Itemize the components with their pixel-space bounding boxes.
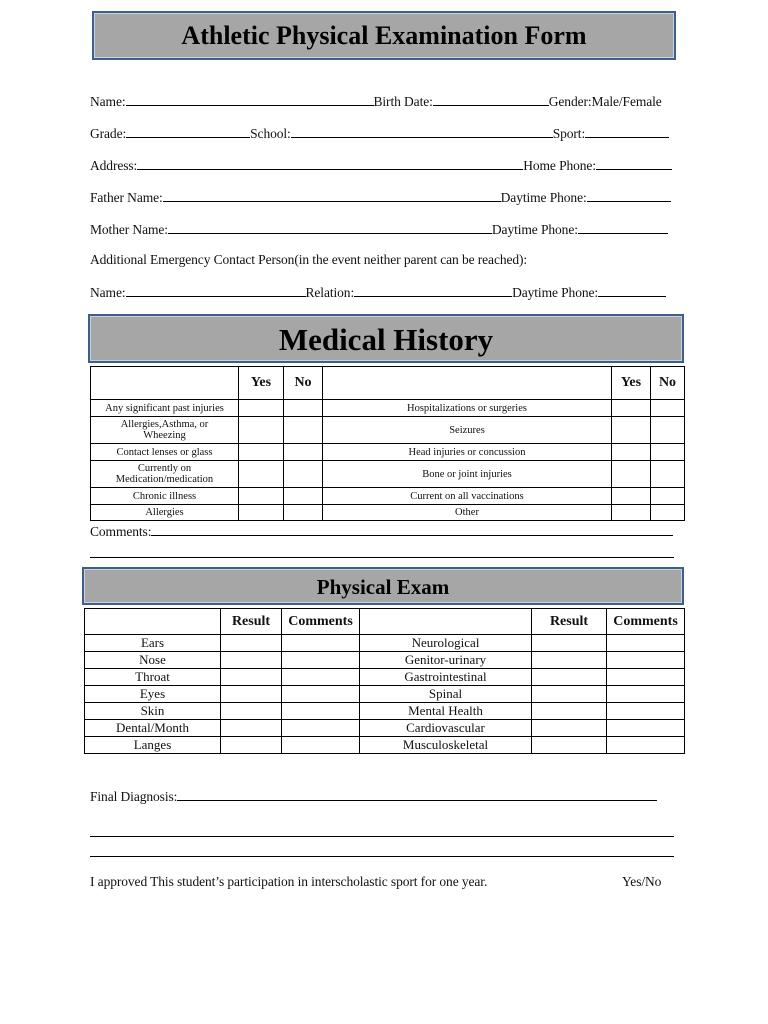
- comments-cell[interactable]: [607, 703, 685, 720]
- medical-yes-header: Yes: [612, 367, 651, 400]
- result-cell[interactable]: [221, 703, 282, 720]
- medical-no-header: No: [651, 367, 685, 400]
- yes-checkbox[interactable]: [612, 461, 651, 488]
- exam-item-label: Mental Health: [360, 703, 532, 720]
- yes-checkbox[interactable]: [239, 505, 284, 521]
- diagnosis-continuation-line[interactable]: [90, 836, 674, 837]
- exam-item-label: Cardiovascular: [360, 720, 532, 737]
- condition-label: Chronic illness: [91, 488, 239, 505]
- medical-no-header: No: [284, 367, 323, 400]
- exam-blank-header: [360, 609, 532, 635]
- emergency-contact-line: [90, 284, 666, 301]
- result-cell[interactable]: [221, 686, 282, 703]
- result-cell[interactable]: [221, 737, 282, 754]
- exam-item-label: Eyes: [85, 686, 221, 703]
- physical-exam-header: [82, 567, 684, 605]
- yes-checkbox[interactable]: [612, 444, 651, 461]
- table-row: [85, 652, 685, 669]
- medical-yes-header: Yes: [239, 367, 284, 400]
- result-cell[interactable]: [532, 635, 607, 652]
- grade-field[interactable]: [126, 125, 250, 138]
- no-checkbox[interactable]: [651, 488, 685, 505]
- name-field[interactable]: [126, 93, 374, 106]
- school-label: School:: [250, 126, 291, 141]
- diagnosis-continuation-line[interactable]: [90, 856, 674, 857]
- condition-label: Current on all vaccinations: [323, 488, 612, 505]
- exam-item-label: Nose: [85, 652, 221, 669]
- no-checkbox[interactable]: [284, 505, 323, 521]
- table-row: [85, 737, 685, 754]
- comments-cell[interactable]: [282, 635, 360, 652]
- no-checkbox[interactable]: [651, 461, 685, 488]
- exam-blank-header: [85, 609, 221, 635]
- exam-item-label: Spinal: [360, 686, 532, 703]
- sport-field[interactable]: [585, 125, 669, 138]
- sport-label: Sport:: [552, 126, 586, 141]
- comments-cell[interactable]: [607, 635, 685, 652]
- comments-cell[interactable]: [607, 686, 685, 703]
- yes-checkbox[interactable]: [239, 488, 284, 505]
- name-line: [90, 93, 662, 110]
- condition-label: Bone or joint injuries: [323, 461, 612, 488]
- final-diagnosis-label: Final Diagnosis:: [90, 789, 178, 804]
- no-checkbox[interactable]: [284, 488, 323, 505]
- father-name-label: Father Name:: [90, 190, 163, 205]
- mother-line: [90, 221, 668, 238]
- result-cell[interactable]: [221, 669, 282, 686]
- comments-cell[interactable]: [282, 669, 360, 686]
- comments-cell[interactable]: [282, 652, 360, 669]
- no-checkbox[interactable]: [651, 417, 685, 444]
- comments-cell[interactable]: [282, 720, 360, 737]
- birth-date-field[interactable]: [433, 93, 549, 106]
- address-label: Address:: [90, 158, 138, 173]
- table-row: [85, 635, 685, 652]
- no-checkbox[interactable]: [284, 417, 323, 444]
- yes-checkbox[interactable]: [612, 488, 651, 505]
- medical-history-header: [88, 314, 684, 363]
- approval-statement: I approved This student’s participation in interscholastic sport for one year.: [90, 874, 488, 889]
- result-cell[interactable]: [221, 635, 282, 652]
- exam-item-label: Neurological: [360, 635, 532, 652]
- table-row: [85, 703, 685, 720]
- condition-label: Head injuries or concussion: [323, 444, 612, 461]
- medical-blank-header: [91, 367, 239, 400]
- physical-exam-title: Physical Exam: [316, 575, 450, 599]
- comments-label: Comments:: [90, 524, 152, 539]
- yes-checkbox[interactable]: [239, 461, 284, 488]
- form-title: [92, 11, 676, 60]
- comments-line: [90, 523, 673, 540]
- father-daytime-phone-label: Daytime Phone:: [500, 190, 587, 205]
- result-cell[interactable]: [532, 669, 607, 686]
- condition-label: Allergies: [91, 505, 239, 521]
- medical-history-table: [90, 366, 685, 521]
- emergency-daytime-phone-field[interactable]: [598, 284, 666, 297]
- name-label: Name:: [90, 94, 126, 109]
- table-row: [85, 720, 685, 737]
- condition-label: Allergies,Asthma, or Wheezing: [91, 417, 239, 444]
- yes-checkbox[interactable]: [239, 444, 284, 461]
- exam-result-header: Result: [532, 609, 607, 635]
- yes-checkbox[interactable]: [239, 400, 284, 417]
- result-cell[interactable]: [532, 652, 607, 669]
- table-row: [85, 669, 685, 686]
- exam-item-label: Langes: [85, 737, 221, 754]
- table-row: [91, 444, 685, 461]
- relation-field[interactable]: [354, 284, 512, 297]
- emergency-daytime-phone-label: Daytime Phone:: [512, 285, 599, 300]
- yes-no-choice[interactable]: Yes/No: [622, 874, 662, 889]
- address-field[interactable]: [137, 157, 523, 170]
- table-row: [91, 505, 685, 521]
- relation-label: Relation:: [305, 285, 355, 300]
- emergency-name-label: Name:: [90, 285, 126, 300]
- condition-label: Other: [323, 505, 612, 521]
- grade-label: Grade:: [90, 126, 127, 141]
- exam-item-label: Ears: [85, 635, 221, 652]
- exam-item-label: Skin: [85, 703, 221, 720]
- address-line: [90, 157, 672, 174]
- result-cell[interactable]: [532, 686, 607, 703]
- condition-label: Hospitalizations or surgeries: [323, 400, 612, 417]
- yes-checkbox[interactable]: [239, 417, 284, 444]
- table-row: [91, 400, 685, 417]
- result-cell[interactable]: [532, 703, 607, 720]
- yes-checkbox[interactable]: [612, 505, 651, 521]
- comments-cell[interactable]: [282, 737, 360, 754]
- condition-label: Any significant past injuries: [91, 400, 239, 417]
- no-checkbox[interactable]: [284, 444, 323, 461]
- condition-label: Seizures: [323, 417, 612, 444]
- final-diagnosis-line: [90, 788, 657, 805]
- condition-label: Currently on Medication/medication: [91, 461, 239, 488]
- comments-cell[interactable]: [607, 652, 685, 669]
- father-daytime-phone-field[interactable]: [587, 189, 671, 202]
- medical-blank-header: [323, 367, 612, 400]
- no-checkbox[interactable]: [651, 444, 685, 461]
- father-name-field[interactable]: [163, 189, 501, 202]
- exam-item-label: Musculoskeletal: [360, 737, 532, 754]
- approval-yes-no[interactable]: [622, 874, 661, 890]
- father-line: [90, 189, 671, 206]
- emergency-contact-label: Additional Emergency Contact Person(in the event neither parent can be reached):: [90, 252, 528, 267]
- result-cell[interactable]: [532, 737, 607, 754]
- table-row: [85, 686, 685, 703]
- no-checkbox[interactable]: [284, 400, 323, 417]
- comments-cell[interactable]: [607, 669, 685, 686]
- medical-history-title: Medical History: [278, 322, 494, 357]
- no-checkbox[interactable]: [651, 505, 685, 521]
- school-field[interactable]: [291, 125, 553, 138]
- form-title-text: Athletic Physical Examination Form: [181, 21, 587, 50]
- home-phone-label: Home Phone:: [523, 158, 596, 173]
- gender-label: Gender:Male/Female: [548, 94, 662, 109]
- grade-line: [90, 125, 669, 142]
- comments-cell[interactable]: [607, 720, 685, 737]
- approval-line: [90, 874, 487, 890]
- exam-comments-header: Comments: [607, 609, 685, 635]
- condition-label: Contact lenses or glass: [91, 444, 239, 461]
- result-cell[interactable]: [532, 720, 607, 737]
- comments-cell[interactable]: [282, 686, 360, 703]
- birth-date-label: Birth Date:: [373, 94, 433, 109]
- exam-item-label: Genitor-urinary: [360, 652, 532, 669]
- exam-comments-header: Comments: [282, 609, 360, 635]
- result-cell[interactable]: [221, 652, 282, 669]
- mother-name-label: Mother Name:: [90, 222, 168, 237]
- no-checkbox[interactable]: [284, 461, 323, 488]
- mother-name-field[interactable]: [168, 221, 492, 234]
- physical-exam-table: [84, 608, 685, 754]
- emergency-name-field[interactable]: [126, 284, 306, 297]
- table-row: [91, 488, 685, 505]
- table-row: [91, 417, 685, 444]
- mother-daytime-phone-field[interactable]: [578, 221, 668, 234]
- exam-result-header: Result: [221, 609, 282, 635]
- mother-daytime-phone-label: Daytime Phone:: [491, 222, 578, 237]
- yes-checkbox[interactable]: [612, 417, 651, 444]
- exam-item-label: Throat: [85, 669, 221, 686]
- home-phone-field[interactable]: [596, 157, 672, 170]
- no-checkbox[interactable]: [651, 400, 685, 417]
- comments-continuation-line[interactable]: [90, 557, 674, 558]
- comments-cell[interactable]: [607, 737, 685, 754]
- exam-item-label: Gastrointestinal: [360, 669, 532, 686]
- table-row: [91, 461, 685, 488]
- comments-field[interactable]: [151, 523, 673, 536]
- comments-cell[interactable]: [282, 703, 360, 720]
- emergency-line: [90, 252, 527, 268]
- final-diagnosis-field[interactable]: [177, 788, 657, 801]
- result-cell[interactable]: [221, 720, 282, 737]
- exam-item-label: Dental/Month: [85, 720, 221, 737]
- yes-checkbox[interactable]: [612, 400, 651, 417]
